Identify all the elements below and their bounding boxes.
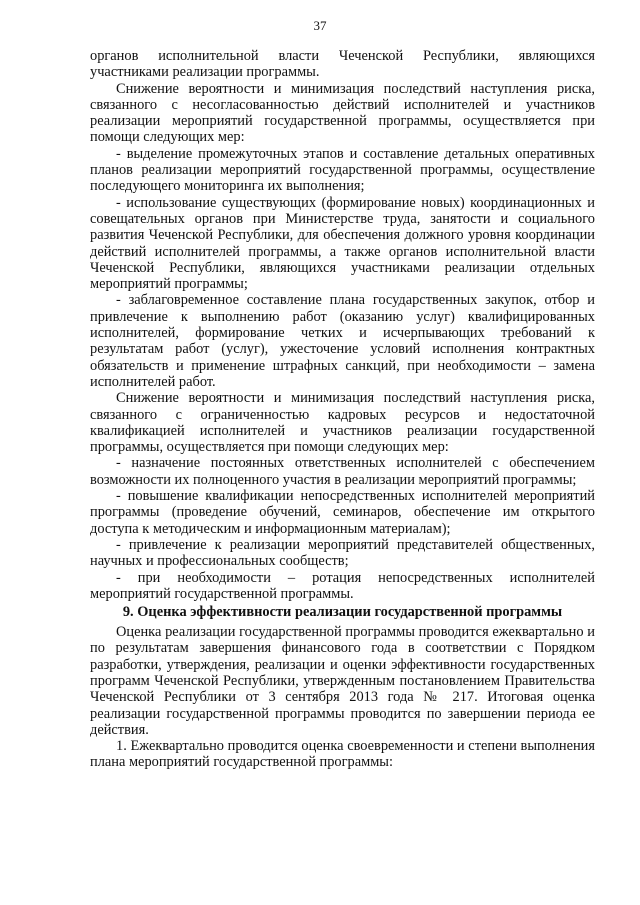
list-item-communities: - привлечение к реализации мероприятий представителей общественных, научных и профессиональных сообществ; xyxy=(90,536,595,570)
section-heading: 9. Оценка эффективности реализации государственной программы xyxy=(122,604,563,621)
list-item-qualification: - повышение квалификации непосредственных исполнителей мероприятий программы (проведение обучений, семинаров, обеспечение им открытого доступа к методическим и информационным материалам); xyxy=(90,488,595,537)
list-item-rotation: - при необходимости – ротация непосредственных исполнителей мероприятий государственной программы. xyxy=(90,569,595,602)
paragraph-continuation: органов исполнительной власти Чеченской Республики, являющихся участниками реализации программы. xyxy=(90,48,595,81)
paragraph-risk-staff: Снижение вероятности и минимизация последствий наступления риска, связанного с ограниченностью кадровых ресурсов и недостаточной квалификацией исполнителей и участников реализации государственной программы, осуществляется при помощи следующих мер: xyxy=(90,390,595,456)
list-item-procurement: - заблаговременное составление плана государственных закупок, отбор и привлечение к выполнению работ (оказанию услуг) квалифицированных исполнителей, формирование четких и исчерпывающих требований к результатам работ (услуг), ужесточение условий исполнения контрактных обязательств и применение штрафных санкций, при необходимости – замена исполнителей работ. xyxy=(90,292,595,390)
paragraph-quarterly: 1. Ежеквартально проводится оценка своевременности и степени выполнения плана мероприятий государственной программы: xyxy=(90,738,595,771)
document-body xyxy=(90,48,595,771)
list-item-coordination-bodies: - использование существующих (формирование новых) координационных и совещательных органов при Министерстве труда, занятости и социального развития Чеченской Республики, для обеспечения должного уровня координации действий исполнителей программы, а также органов исполнительной власти Чеченской Республики, являющихся участниками реализации отдельных мероприятий программы; xyxy=(90,194,595,293)
list-item-responsible: - назначение постоянных ответственных исполнителей с обеспечением возможности их полноценного участия в реализации мероприятий программы; xyxy=(90,455,595,488)
paragraph-risk-coordination: Снижение вероятности и минимизация последствий наступления риска, связанного с несогласованностью действий исполнителей и участников реализации мероприятий государственной программы, осуществляется при помощи следующих мер: xyxy=(90,80,595,146)
page-number: 37 xyxy=(313,18,327,33)
list-item-stages: - выделение промежуточных этапов и составление детальных оперативных планов реализации мероприятий государственной программы, осуществление последующего мониторинга их выполнения; xyxy=(90,145,595,195)
paragraph-evaluation: Оценка реализации государственной программы проводится ежеквартально и по результатам завершения финансового года в соответствии с Порядком разработки, утверждения, реализации и оценки эффективности государственных программ Чеченской Республики, утвержденным постановлением Правительства Чеченской Республики от 3 сентября 2013 года № 217. Итоговая оценка реализации государственной программы проводится по завершении периода ее действия. xyxy=(90,624,595,738)
